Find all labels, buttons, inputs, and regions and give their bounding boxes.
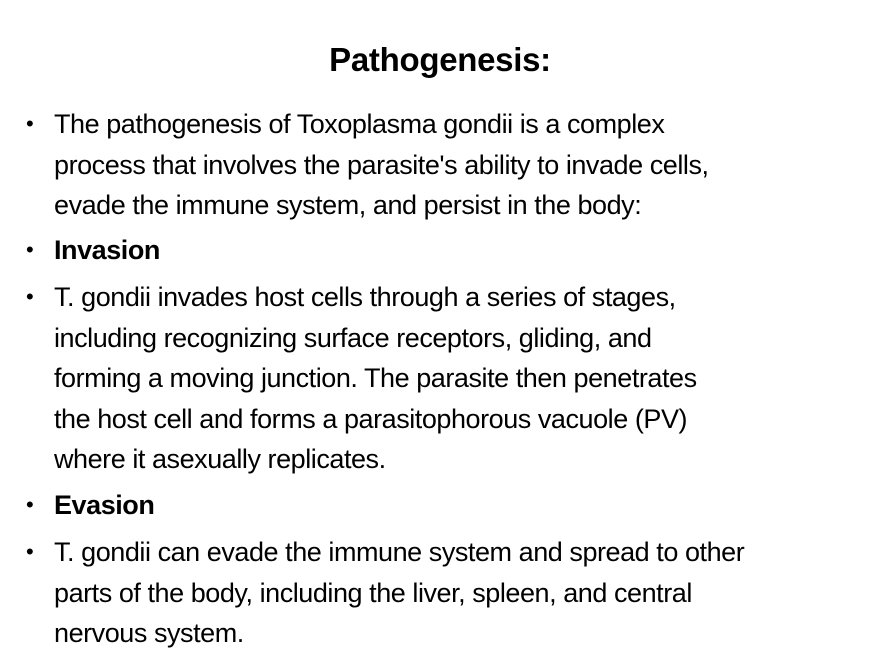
text-line: The pathogenesis of Toxoplasma gondii is a complex: [54, 109, 665, 139]
bullet-dot-icon: •: [26, 237, 34, 262]
text-line: Invasion: [54, 235, 160, 265]
bullet-text: [54, 532, 874, 654]
text-line: including recognizing surface receptors, gliding, and: [54, 322, 652, 353]
slide-title: Pathogenesis:: [329, 41, 551, 78]
bullet-text: [54, 104, 874, 226]
text-line: Evasion: [54, 490, 155, 520]
text-line: T. gondii invades host cells through a series of stages,: [54, 282, 676, 312]
bullet-dot-icon: •: [26, 111, 34, 136]
text-line: process that involves the parasite's ability to invade cells,: [54, 149, 709, 180]
text-line: parts of the body, including the liver, spleen, and central: [54, 577, 692, 608]
text-line: where it asexually replicates.: [54, 444, 386, 474]
bullet-dot-icon: •: [26, 539, 34, 564]
bullet-heading: [54, 230, 874, 271]
text-line: T. gondii can evade the immune system and spread to other: [54, 537, 745, 567]
bullet-dot-icon: •: [26, 492, 34, 517]
bullet-text: [54, 277, 874, 480]
bullet-heading: [54, 485, 874, 526]
bullet-dot-icon: •: [26, 284, 34, 309]
text-line: nervous system.: [54, 618, 244, 648]
text-line: forming a moving junction. The parasite then penetrates: [54, 363, 697, 393]
text-line: the host cell and forms a parasitophorous vacuole (PV): [54, 403, 688, 434]
text-line: evade the immune system, and persist in the body:: [54, 190, 642, 220]
